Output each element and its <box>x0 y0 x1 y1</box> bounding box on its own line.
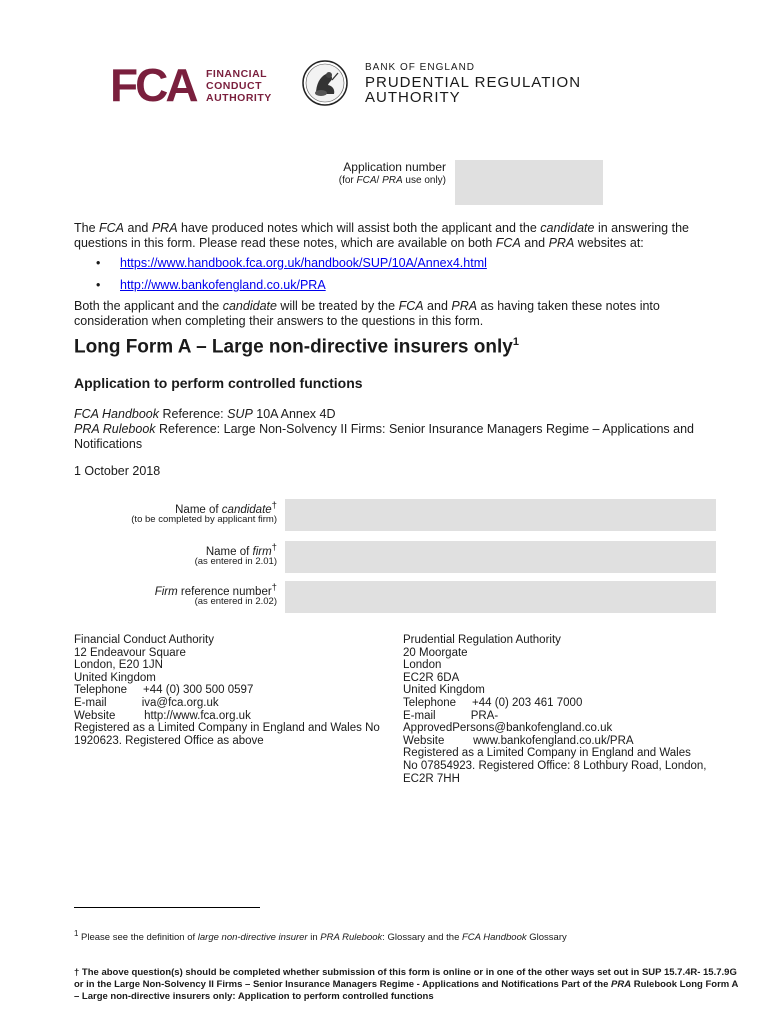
fca-word: CONDUCT <box>206 80 262 92</box>
firm-name-field[interactable] <box>285 541 716 573</box>
footnote-divider <box>74 907 260 908</box>
footnote-ref: 1 <box>512 336 519 348</box>
fca-word: FINANCIAL <box>206 68 268 80</box>
pra-notes-link[interactable]: http://www.bankofengland.co.uk/PRA <box>120 278 326 292</box>
firm-reference-label: Firm reference number† <box>154 582 277 598</box>
page-title: Long Form A – Large non-directive insurers only$^1$ <box>74 336 519 358</box>
fca-logo: FCA <box>110 59 196 111</box>
consideration-paragraph: Both the applicant and the candidate will be treated by the FCA and PRA as having taken these notes into consideration when completing their answers to the questions in this form. <box>74 299 660 328</box>
fca-reference: FCA Handbook Reference: SUP 10A Annex 4D <box>74 407 336 421</box>
firm-reference-field[interactable] <box>285 581 716 613</box>
intro-paragraph: The FCA and PRA have produced notes which will assist both the applicant and the candidate in answering the questions in this form. Please read these notes, which are available on both FCA and PRA websites at: <box>74 221 689 250</box>
firm-name-label: Name of firm† <box>205 542 277 558</box>
fca-word: AUTHORITY <box>206 92 272 104</box>
pra-reference: PRA Rulebook Reference: Large Non-Solvency II Firms: Senior Insurance Managers Regime – Applications and Notifications <box>74 422 694 451</box>
pra-address-block: Prudential Regulation Authority 20 Moorgate London EC2R 6DA United Kingdom Telephone +44 (0) 203 461 7000 E-mail PRA- ApprovedPersons@bankofengland.co.uk Website www.bankofengland.co.uk/PRA Registered as a Limited Company in England and Wales No 07854923. Registered Office: 8 Lothbury Road, London, EC2R 7HH <box>403 634 707 785</box>
page-subtitle: Application to perform controlled functions <box>74 375 363 391</box>
firm-name-sublabel: (as entered in 2.01) <box>194 556 277 567</box>
application-number-sublabel: (for FCA/ PRA use only) <box>338 175 446 186</box>
candidate-name-field[interactable] <box>285 499 716 531</box>
bullet-icon: • <box>96 278 101 292</box>
pra-logo-line: PRUDENTIAL REGULATION <box>365 74 582 91</box>
pra-logo-text <box>365 75 581 105</box>
pra-logo-line: AUTHORITY <box>365 89 461 106</box>
application-number-label: Application number <box>343 160 446 174</box>
fca-logo-text <box>206 68 272 104</box>
candidate-name-sublabel: (to be completed by applicant firm) <box>131 514 277 525</box>
dagger-note: † The above question(s) should be completed whether submission of this form is online or in one of the other ways set out in SUP 15.7.4R- 15.7.9G or in the Large Non-Solvency II Firms – Senior Insurance Managers Regime - Applications and Notifications Part of the PRA Rulebook Long Form A – Large non-directive insurers only: Application to perform controlled functions <box>74 967 739 1003</box>
bullet-icon: • <box>96 256 101 270</box>
fca-address-block: Financial Conduct Authority 12 Endeavour Square London, E20 1JN United Kingdom Telephone +44 (0) 300 500 0597 E-mail iva@fca.org.uk Website http://www.fca.org.uk Registered as a Limited Company in England and Wales No 1920623. Registered Office as above <box>74 634 380 747</box>
boe-logo-small-text: BANK OF ENGLAND <box>365 62 476 73</box>
bank-of-england-seal-icon <box>302 60 348 106</box>
application-number-field[interactable] <box>455 160 603 205</box>
fca-notes-link[interactable]: https://www.handbook.fca.org.uk/handbook/SUP/10A/Annex4.html <box>120 256 487 270</box>
firm-reference-sublabel: (as entered in 2.02) <box>194 596 277 607</box>
footnote-1: $^1$ Please see the definition of large non-directive insurer in PRA Rulebook: Glossary and the FCA Handbook Glossary <box>74 929 567 944</box>
document-date: 1 October 2018 <box>74 464 161 478</box>
candidate-name-label: Name of candidate† <box>175 500 277 516</box>
